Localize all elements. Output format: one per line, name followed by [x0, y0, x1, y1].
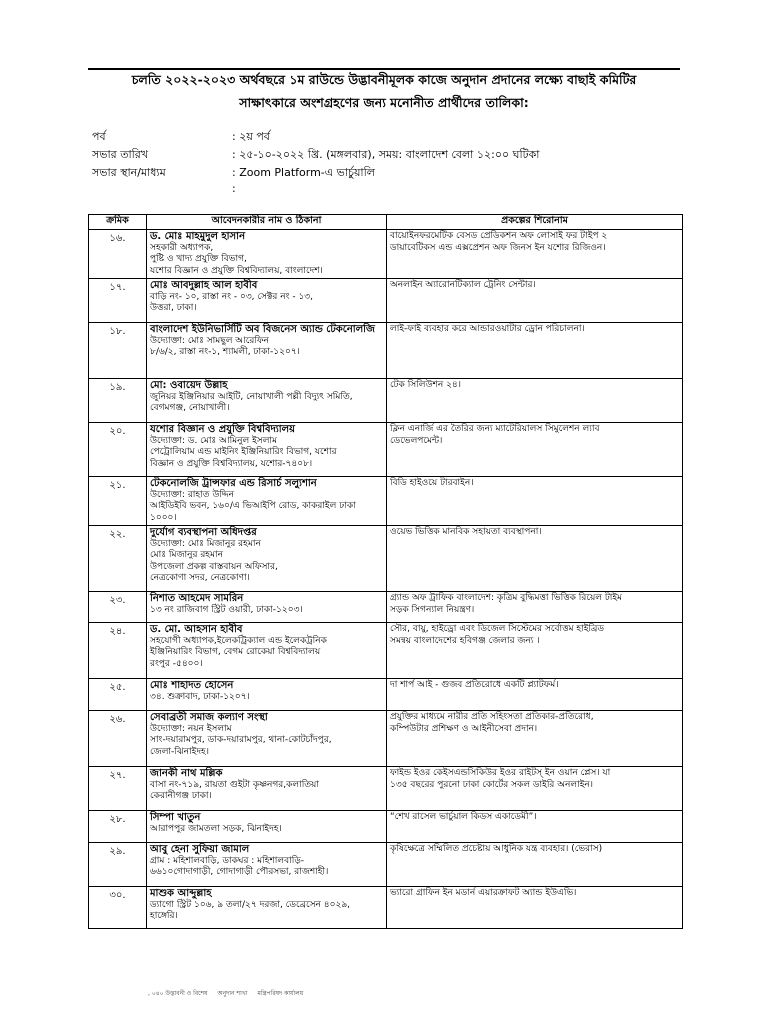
applicant-name: ড. মোঃ মাহমুদুল হাসান: [150, 231, 246, 242]
header-serial: ক্রমিক: [89, 215, 147, 230]
applicant-name: সিম্পা খাতুন: [150, 812, 201, 823]
applicant-name: আবু হেনা সুফিয়া জামাল: [150, 844, 250, 855]
applicant-address-line: ড্যাগো স্ট্রিট ১০৬, ৯ তলা/২৭ দরজা, ডেব্রেসেন ৪০২৯,: [150, 899, 351, 910]
cell-serial: ১৮.: [89, 323, 147, 379]
project-title-line: ভ্যারো গ্রাফিন ইন মডার্ন এয়ারক্রাফট অ্যান্ড ইউএভি।: [390, 888, 577, 898]
project-title-line: কৃষিক্ষেত্রে সম্মিলিত প্রচেষ্টায় আধুনিক যন্ত্র ব্যবহার। (ভেরাস): [390, 844, 603, 854]
title-line-2: সাক্ষাৎকারে অংশগ্রহণের জন্য মনোনীত প্রার্থীদের তালিকা:: [239, 95, 529, 110]
cell-serial: ২৮.: [89, 811, 147, 843]
table-row: [89, 423, 683, 477]
applicant-address-line: কেরানীগঞ্জ ঢাকা।: [150, 791, 212, 801]
project-title-line: ফাইন্ড ইওর কেইসএন্ডসিকিউর ইওর রাইটস্ ইন ওয়ান প্লেস। যা: [390, 768, 611, 778]
cell-project: [387, 811, 683, 843]
footer-right: মন্ত্রিপরিষদ কার্যালয়: [257, 990, 304, 997]
cell-applicant: [147, 767, 387, 811]
applicant-address-line: সহযোগী অধ্যাপক,ইলেকট্রিক্যাল এন্ড ইলেকট্রনিক: [150, 635, 327, 646]
cell-applicant: [147, 811, 387, 843]
cell-serial: ২৪.: [89, 623, 147, 679]
cell-applicant: [147, 279, 387, 323]
applicant-address-line: পুষ্টি ও খাদ্য প্রযুক্তি বিভাগ,: [150, 254, 247, 264]
table-row: [89, 711, 683, 767]
applicant-name: মো: ওবায়েদ উল্লাহ: [150, 380, 228, 391]
applicant-address-line: ১০০০।: [150, 512, 177, 523]
applicant-address-line: উপজেলা প্রকল্প বাস্তবায়ন অফিসার,: [150, 561, 278, 572]
applicant-address-line: নেত্রকোণা সদর, নেত্রকোণা।: [150, 573, 250, 583]
info-value: : ২য় পর্ব: [232, 130, 270, 143]
project-title-line: ডেভেলপমেন্ট।: [390, 435, 443, 446]
applicant-table: [88, 214, 683, 929]
table-row: [89, 323, 683, 379]
cell-project: [387, 887, 683, 929]
info-row-blank: [92, 182, 692, 200]
cell-applicant: [147, 592, 387, 623]
applicant-name: ড. মো. আহসান হাবীব: [150, 624, 243, 635]
document-title: [88, 68, 680, 114]
applicant-name: যশোর বিজ্ঞান ও প্রযুক্তি বিশ্ববিদ্যালয়: [150, 424, 296, 435]
applicant-address-line: ৩৪. শুক্রাবাদ, ঢাকা-১২০৭।: [150, 691, 250, 702]
cell-serial: ২০.: [89, 423, 147, 477]
applicant-address-line: সহকারী অধ্যাপক,: [150, 242, 214, 253]
project-title-line: ডায়াবেটিকস এন্ড এক্সপ্রেশন অফ জিনস ইন যশোর রিজিওন।: [390, 242, 606, 253]
table-row: [89, 811, 683, 843]
header-project: প্রকল্পের শিরোনাম: [387, 215, 683, 230]
table-row: [89, 230, 683, 279]
table-row: [89, 623, 683, 679]
cell-project: [387, 679, 683, 711]
applicant-name: জানকী নাথ মল্লিক: [150, 768, 223, 779]
cell-project: [387, 323, 683, 379]
cell-serial: ২৬.: [89, 711, 147, 767]
project-title-line: অনলাইন অ্যারোনটিক্যাল ট্রেনিং সেন্টার।: [390, 280, 536, 290]
info-value: : ২৫-১০-২০২২ খ্রি. (মঙ্গলবার), সময়: বাংলাদেশ বেলা ১২:০০ ঘটিকা: [232, 148, 540, 161]
cell-applicant: [147, 379, 387, 423]
footer-left: , ০৪০ উদ্ভাবনী ও বিশেষ: [148, 990, 208, 997]
cell-applicant: [147, 623, 387, 679]
cell-applicant: [147, 843, 387, 887]
applicant-address-line: উদ্যোক্তা: রাহাত উদ্দিন: [150, 489, 234, 500]
applicant-address-line: বিজ্ঞান ও প্রযুক্তি বিশ্ববিদ্যালয়, যশোর-৭৪০৮।: [150, 458, 313, 469]
applicant-address-line: জুনিয়র ইঞ্জিনিয়ার আইটি, নোয়াখালী পল্লী বিদ্যুৎ সমিতি,: [150, 391, 353, 402]
cell-applicant: [147, 887, 387, 929]
cell-applicant: [147, 323, 387, 379]
applicant-name: টেকনোলজি ট্রান্সফার এন্ড রিসার্চ সল্যুশান: [150, 478, 317, 489]
cell-applicant: [147, 679, 387, 711]
applicant-name: মোঃ আবদুল্লাহ আল হাবীব: [150, 280, 258, 291]
table-row: [89, 767, 683, 811]
info-label: সভার তারিখ: [92, 148, 149, 161]
cell-project: [387, 279, 683, 323]
applicant-address-line: বাসা নং-৭১৯, রায়তা গুইটা কৃষ্ণনগর,কলাতিয়া: [150, 779, 319, 790]
cell-project: [387, 623, 683, 679]
table-row: [89, 887, 683, 929]
applicant-address-line: পেট্রোলিয়াম এন্ড মাইনিং ইঞ্জিনিয়ারিং বিভাগ, যশোর: [150, 447, 337, 457]
applicant-address-line: উদ্যোক্তা: মোঃ সামছুল আরেফিন: [150, 335, 269, 346]
applicant-address-line: ৮/৬/২, রাস্তা নং-১, শ্যামলী, ঢাকা-১২০৭।: [150, 347, 300, 357]
table-row: [89, 843, 683, 887]
cell-serial: ১৭.: [89, 279, 147, 323]
project-title-line: ক্লিন এনার্জি এর তৈরির জন্য ম্যাটেরিয়ালস সিমুলেশন ল্যাব: [390, 424, 600, 434]
cell-project: [387, 423, 683, 477]
applicant-address-line: ৬৬১০গোদাগাড়ী, গোদাগাড়ী পৌরসভা, রাজশাহী।: [150, 867, 329, 877]
applicant-name: বাংলাদেশ ইউনিভার্সিটি অব বিজনেস অ্যান্ড টেকনোলজি: [150, 324, 375, 335]
project-title-line: টেক সিলিউশন ২৪।: [390, 380, 461, 390]
cell-applicant: [147, 526, 387, 592]
applicant-name: দুর্যোগ ব্যবস্থাপনা অধিদপ্তর: [150, 527, 257, 538]
applicant-address-line: জেলা-ঝিনাইদহ।: [150, 746, 209, 757]
cell-serial: ২১.: [89, 477, 147, 526]
info-row-phase: [92, 128, 692, 146]
applicant-address-line: হাঙ্গেরি।: [150, 911, 178, 921]
table-header-row: [89, 215, 683, 230]
applicant-address-line: সাং-দয়ারামপুর, ডাক-দয়ারামপুর, থানা-কোটচাঁদপুর,: [150, 735, 332, 745]
cell-serial: ২৫.: [89, 679, 147, 711]
cell-serial: ২৩.: [89, 592, 147, 623]
table-row: [89, 379, 683, 423]
cell-serial: ২৯.: [89, 843, 147, 887]
project-title-line: লাই-ফাই ব্যবহার করে আন্ডারওয়াটার ড্রোন পরিচালনা।: [390, 324, 585, 334]
table-body: [89, 230, 683, 929]
applicant-address-line: উদ্যোক্তা: মোঃ মিজানুর রহমান: [150, 538, 261, 549]
cell-project: [387, 477, 683, 526]
table-row: [89, 679, 683, 711]
applicant-address-line: রংপুর -৫৪০০।: [150, 658, 203, 669]
applicant-name: সেবাব্রতী সমাজ কল্যাণ সংস্থা: [150, 712, 268, 723]
info-label: সভার স্থান/মাধ্যম: [92, 166, 166, 179]
project-title-line: সমন্বয় বাংলাদেশের হবিগঞ্জ জেলার জন্য ।: [390, 635, 540, 646]
applicant-name: নিশাত আহমেদ সামরিন: [150, 593, 244, 604]
applicant-address-line: যশোর বিজ্ঞান ও প্রযুক্তি বিশ্ববিদ্যালয়, বাংলাদেশ।: [150, 265, 323, 276]
cell-project: [387, 592, 683, 623]
applicant-address-line: মোঃ মিজানুর রহমান: [150, 550, 223, 560]
applicant-address-line: গ্রাম : মহিশালবাড়ি, ডাকঘর : মহিশালবাড়ি-: [150, 855, 304, 866]
applicant-address-line: ১৩ নং রাজিবাগ স্ট্রিট ওয়ারী, ঢাকা-১২০৩।: [150, 604, 303, 615]
applicant-address-line: উদ্যোক্তা: নয়ন ইসলাম: [150, 723, 232, 734]
project-title-line: প্রযুক্তির মাধ্যমে নারীর প্রতি সহিংসতা প্রতিকার-প্রতিরোধ,: [390, 712, 594, 722]
applicant-address-line: উদ্যোক্তা: ড. মোঃ আমিনুল ইসলাম: [150, 435, 278, 446]
table-row: [89, 526, 683, 592]
cell-project: [387, 230, 683, 279]
cell-project: [387, 379, 683, 423]
applicant-address-line: আরাপপুর জামতলা সড়ক, ঝিনাইদহ।: [150, 823, 282, 834]
footer-mid: অনুদান শাখা: [217, 990, 248, 997]
cell-project: [387, 526, 683, 592]
applicant-address-line: বাড়ি নং- ১০, রাস্তা নং - ০৩, সেক্টর নং - ১৩,: [150, 291, 313, 302]
applicant-address-line: বেগমগঞ্জ, নোয়াখালী।: [150, 403, 230, 413]
cell-project: [387, 767, 683, 811]
table-row: [89, 279, 683, 323]
project-title-line: “শেখ রাসেল ভার্চুয়াল কিডস একাডেমী”।: [390, 812, 537, 822]
applicant-name: মোঃ শাহাদত হোসেন: [150, 680, 234, 691]
info-label: পর্ব: [92, 130, 106, 143]
table-row: [89, 592, 683, 623]
project-title-line: বায়োইনফরমেটিক বেসড প্রেডিকশন অফ লোসাই ফর টাইপ ২: [390, 231, 608, 241]
meeting-info: [92, 128, 692, 200]
title-line-1: চলতি ২০২২-২০২৩ অর্থবছরে ১ম রাউন্ডে উদ্ভাবনীমূলক কাজে অনুদান প্রদানের লক্ষ্যে বাছাই কমিটির: [131, 72, 637, 87]
cell-applicant: [147, 230, 387, 279]
project-title-line: গ্র্যান্ড অফ ট্রাফিক বাংলাদেশ: কৃত্রিম বুদ্ধিমত্তা ভিত্তিক রিয়েল টাইম: [390, 593, 623, 603]
applicant-address-line: আইডিইবি ভবন, ১৬০/এ ভিআইপি রোড, কাকরাইল ঢাকা: [150, 501, 356, 511]
cell-serial: ১৯.: [89, 379, 147, 423]
cell-serial: ৩০.: [89, 887, 147, 929]
table-row: [89, 477, 683, 526]
info-value: :: [232, 182, 236, 195]
applicant-address-line: ইঞ্জিনিয়ারিং বিভাগ, বেগম রোকেয়া বিশ্ববিদ্যালয়: [150, 647, 321, 657]
header-applicant: আবেদনকারীর নাম ও ঠিকানা: [147, 215, 387, 230]
project-title-line: ওয়েভ ভিত্তিক মানবিক সহায়তা ব্যবস্থাপনা।: [390, 527, 542, 537]
project-title-line: দা শার্প আই - গুজব প্রতিরোধে একটি প্ল্যাটফর্ম।: [390, 680, 559, 690]
project-title-line: ১৩৫ বছরের পুরনো ঢাকা কোর্টের সকল ডাইরি অনলাইন।: [390, 779, 593, 790]
page-footer: [148, 988, 311, 999]
cell-project: [387, 711, 683, 767]
cell-project: [387, 843, 683, 887]
info-row-date: [92, 146, 692, 164]
project-title-line: সৌর, বায়ু, হাইড্রো এবং ডিজেল সিস্টেমের সর্বোত্তম হাইব্রিড: [390, 624, 605, 634]
project-title-line: বিডি হাইওয়ে টারবাইন।: [390, 478, 474, 488]
applicant-address-line: উত্তরা, ঢাকা।: [150, 303, 197, 313]
cell-applicant: [147, 477, 387, 526]
project-title-line: সড়ক সিগন্যাল নিয়ন্ত্রণ।: [390, 604, 475, 615]
cell-applicant: [147, 711, 387, 767]
cell-serial: ২৭.: [89, 767, 147, 811]
cell-serial: ১৬.: [89, 230, 147, 279]
applicant-name: মাশুক আব্দুল্লাহ: [150, 888, 212, 899]
cell-serial: ২২.: [89, 526, 147, 592]
info-value: : Zoom Platform-এ ভার্চুয়ালি: [232, 166, 375, 179]
cell-applicant: [147, 423, 387, 477]
info-row-venue: [92, 164, 692, 182]
project-title-line: কম্পিউটার প্রশিক্ষণ ও আইনীসেবা প্রদান।: [390, 723, 538, 734]
